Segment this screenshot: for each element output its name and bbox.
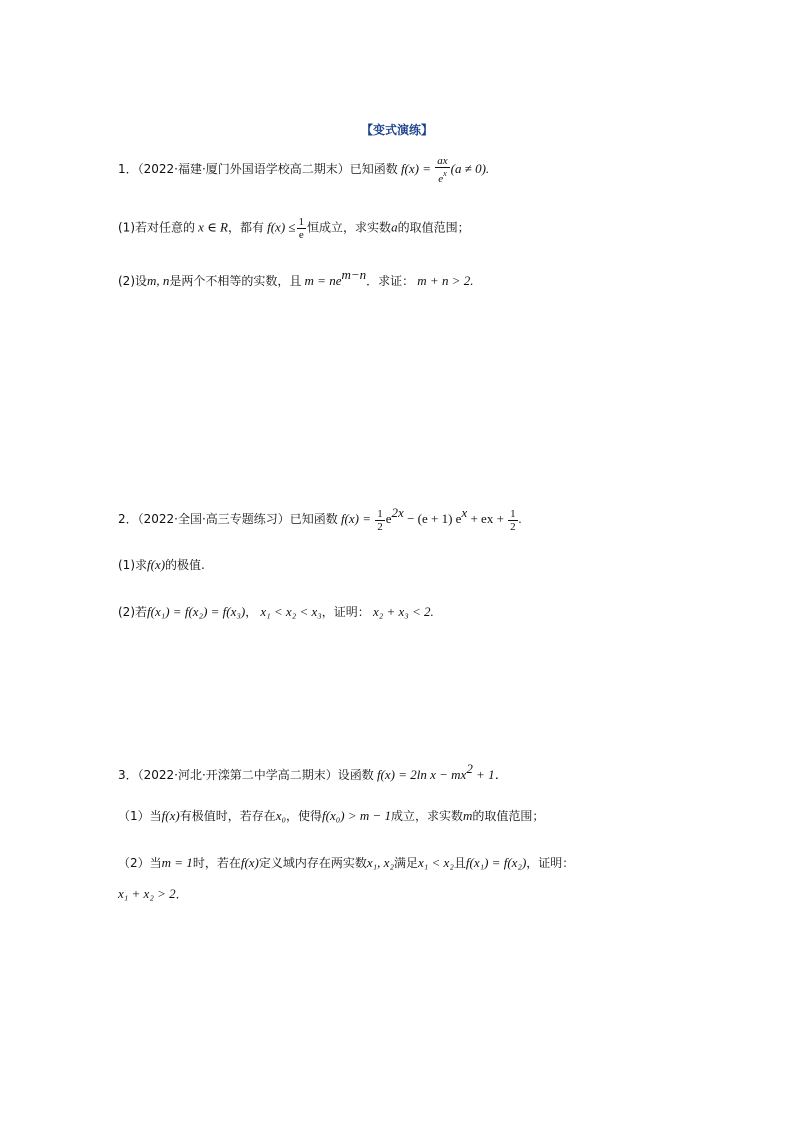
condition: (a ≠ 0).: [450, 160, 490, 176]
problem-2-part-1: (1)求f(x)的极值.: [118, 557, 205, 572]
problem-2-statement: 2．（2022·全国·高三专题练习）已知函数 f(x) = $\frac{1}{2}$ $e^{2x} - (e + 1) e^x$ + ex + $\frac{1}{2}$ .: [118, 505, 522, 533]
problem-source: （2022·河北·开滦第二中学高二期末）设函数: [137, 768, 374, 782]
problem-3-part-1: （1）当f(x)有极值时，若存在x₀，使得f(x₀) > m − 1成立，求实数m的取值范围；: [118, 808, 545, 823]
problem-number: 2．: [118, 512, 138, 526]
problem-1-part-2: (2)设m, n是两个不相等的实数，且 $m = ne^{m-n}$．求证： m + n > 2.: [118, 267, 474, 288]
problem-1-statement: [118, 155, 489, 185]
problem-number: 1．: [118, 161, 138, 176]
problem-3-part-2-cont: x₁ + x₂ > 2．: [118, 886, 188, 901]
fraction: $\frac{1}{2}$: [510, 507, 516, 533]
problem-3-part-2: （2）当m = 1时，若在f(x)定义域内存在两实数x₁, x₂满足x₁ < x₂且f(x₁) = f(x₂)，证明：: [118, 855, 575, 870]
section-title: 【变式演练】: [360, 123, 433, 137]
problem-2-part-2: (2)若f(x₁) = f(x₂) = f(x₃)， x₁ < x₂ < x₃，证明： x₂ + x₃ < 2.: [118, 604, 434, 619]
fraction: $\frac{1}{2}$: [377, 507, 383, 533]
problem-3-statement: 3．（2022·河北·开滦第二中学高二期末）设函数 f(x) = 2ln $x - mx^2 + 1$．: [118, 761, 508, 782]
function-lhs: f(x) =: [400, 160, 435, 176]
problem-1-part-1: (1)若对任意的 x ∈ R，都有 f(x) ≤ $\frac{1}{e}$ 恒成立，求实数a的取值范围；: [118, 216, 470, 241]
problem-source: （2022·福建·厦门外国语学校高二期末）已知函数: [137, 161, 398, 176]
problem-source: （2022·全国·高三专题练习）已知函数: [137, 512, 338, 526]
fraction: $\frac{ax}{e^x}$: [437, 155, 448, 185]
fraction: $\frac{1}{e}$: [298, 216, 305, 241]
problem-number: 3．: [118, 768, 138, 782]
